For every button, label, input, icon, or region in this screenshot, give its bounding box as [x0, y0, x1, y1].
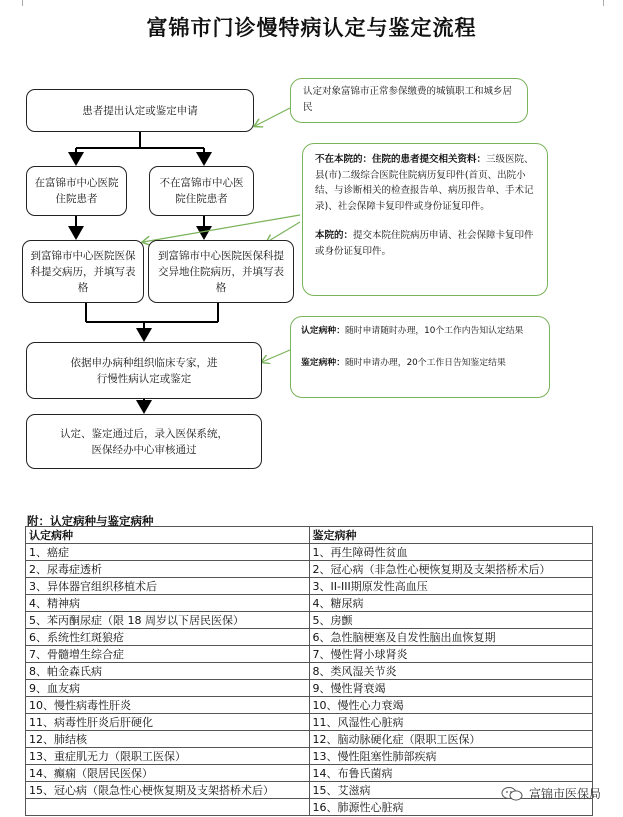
target-note-text: 认定对象富锦市正常参保缴费的城镇职工和城乡居民 — [303, 86, 513, 113]
table-row — [26, 697, 593, 714]
table-row — [26, 714, 593, 731]
docs-in-text: 提交本院住院病历申请、社会保障卡复印件或身份证复印件。 — [315, 230, 534, 257]
disease-table — [25, 526, 593, 816]
apply-text: 患者提出认定或鉴定申请 — [82, 104, 198, 117]
docs-note — [302, 143, 548, 296]
docs-not-in-text: 三级医院、县(市)二级综合医院住院病历复印件(首页、出院小结、与诊断相关的检查报告单、病历报告单、手术记录)、社会保障卡复印件或身份证复印件。 — [315, 154, 534, 212]
table-row — [26, 544, 593, 561]
jd-disease-cell: 7、慢性肾小球肾炎 — [309, 646, 592, 663]
not-in-center-box — [149, 166, 254, 216]
jd-disease-cell: 2、冠心病（非急性心梗恢复期及支架搭桥术后） — [309, 561, 592, 578]
table-row — [26, 578, 593, 595]
col-header-jd: 鉴定病种 — [309, 527, 592, 544]
table-row — [26, 646, 593, 663]
table-row — [26, 629, 593, 646]
not-in-center-text: 不在富锦市中心医院住院患者 — [159, 177, 244, 205]
rd-disease-cell: 5、苯丙酮尿症（限 18 周岁以下居民医保） — [26, 612, 310, 629]
target-note — [290, 78, 528, 123]
time-rd-label: 认定病种： — [301, 326, 345, 336]
rd-disease-cell: 9、血友病 — [26, 680, 310, 697]
in-center-step-box — [22, 240, 144, 303]
table-row — [26, 680, 593, 697]
jd-disease-cell: 6、急性脑梗塞及自发性脑出血恢复期 — [309, 629, 592, 646]
in-center-box — [26, 166, 127, 216]
watermark-text: 富锦市医保局 — [528, 787, 601, 801]
rd-disease-cell: 10、慢性病毒性肝炎 — [26, 697, 310, 714]
final-text: 认定、鉴定通过后，录入医保系统，医保经办中心审核通过 — [60, 427, 228, 456]
table-row — [26, 612, 593, 629]
page-title: 富锦市门诊慢特病认定与鉴定流程 — [146, 15, 477, 40]
rd-disease-cell: 1、癌症 — [26, 544, 310, 561]
rd-disease-cell: 8、帕金森氏病 — [26, 663, 310, 680]
rd-disease-cell: 2、尿毒症透析 — [26, 561, 310, 578]
jd-disease-cell: 4、糖尿病 — [309, 595, 592, 612]
jd-disease-cell: 15、艾滋病 — [309, 782, 592, 799]
appendix-heading: 附：认定病种与鉴定病种 — [27, 514, 154, 528]
rd-disease-cell: 15、冠心病（限急性心梗恢复期及支架搭桥术后） — [26, 782, 310, 799]
jd-disease-cell: 1、再生障碍性贫血 — [309, 544, 592, 561]
rd-disease-cell: 3、异体器官组织移植术后 — [26, 578, 310, 595]
jd-disease-cell: 14、布鲁氏菌病 — [309, 765, 592, 782]
time-rd-text: 随时申请随时办理，10个工作内告知认定结果 — [345, 326, 524, 336]
table-row — [26, 748, 593, 765]
time-jd-label: 鉴定病种： — [301, 358, 345, 368]
not-in-center-step-text: 到富锦市中心医院医保科提交异地住院病历，并填写表格 — [158, 249, 284, 294]
time-note — [290, 316, 550, 398]
rd-disease-cell: 7、骨髓增生综合症 — [26, 646, 310, 663]
in-center-text: 在富锦市中心医院住院患者 — [34, 177, 119, 205]
jd-disease-cell: 10、慢性心力衰竭 — [309, 697, 592, 714]
watermark — [501, 785, 601, 802]
rd-disease-cell: 13、重症肌无力（限职工医保） — [26, 748, 310, 765]
in-center-step-text: 到富锦市中心医院医保科提交病历，并填写表格 — [30, 249, 136, 294]
docs-not-in-label: 不在本院的：住院的患者提交相关资料： — [315, 154, 487, 165]
table-row — [26, 561, 593, 578]
rd-disease-cell: 4、精神病 — [26, 595, 310, 612]
rd-disease-cell: 11、病毒性肝炎后肝硬化 — [26, 714, 310, 731]
wechat-icon — [501, 787, 523, 801]
table-row — [26, 663, 593, 680]
jd-disease-cell: 16、肺源性心脏病 — [309, 799, 592, 816]
rd-disease-cell — [26, 799, 310, 816]
jd-disease-cell: 3、II-III期原发性高血压 — [309, 578, 592, 595]
final-box — [26, 414, 262, 469]
col-header-rd: 认定病种 — [26, 527, 310, 544]
jd-disease-cell: 9、慢性肾衰竭 — [309, 680, 592, 697]
jd-disease-cell: 5、房颤 — [309, 612, 592, 629]
table-row — [26, 595, 593, 612]
table-header-row — [26, 527, 593, 544]
jd-disease-cell: 11、风湿性心脏病 — [309, 714, 592, 731]
time-jd-text: 随时申请办理，20个工作日告知鉴定结果 — [345, 358, 506, 368]
table-row — [26, 731, 593, 748]
organize-text: 依据申办病种组织临床专家，进行慢性病认定或鉴定 — [70, 356, 218, 385]
rd-disease-cell: 12、肺结核 — [26, 731, 310, 748]
rd-disease-cell: 14、癫痫（限居民医保） — [26, 765, 310, 782]
rd-disease-cell: 6、系统性红斑狼疮 — [26, 629, 310, 646]
organize-box — [26, 342, 262, 399]
apply-box — [26, 89, 254, 132]
not-in-center-step-box — [148, 240, 294, 303]
jd-disease-cell: 12、脑动脉硬化症（限职工医保） — [309, 731, 592, 748]
table-row — [26, 765, 593, 782]
docs-in-label: 本院的： — [315, 230, 354, 241]
jd-disease-cell: 13、慢性阻塞性肺部疾病 — [309, 748, 592, 765]
jd-disease-cell: 8、类风湿关节炎 — [309, 663, 592, 680]
